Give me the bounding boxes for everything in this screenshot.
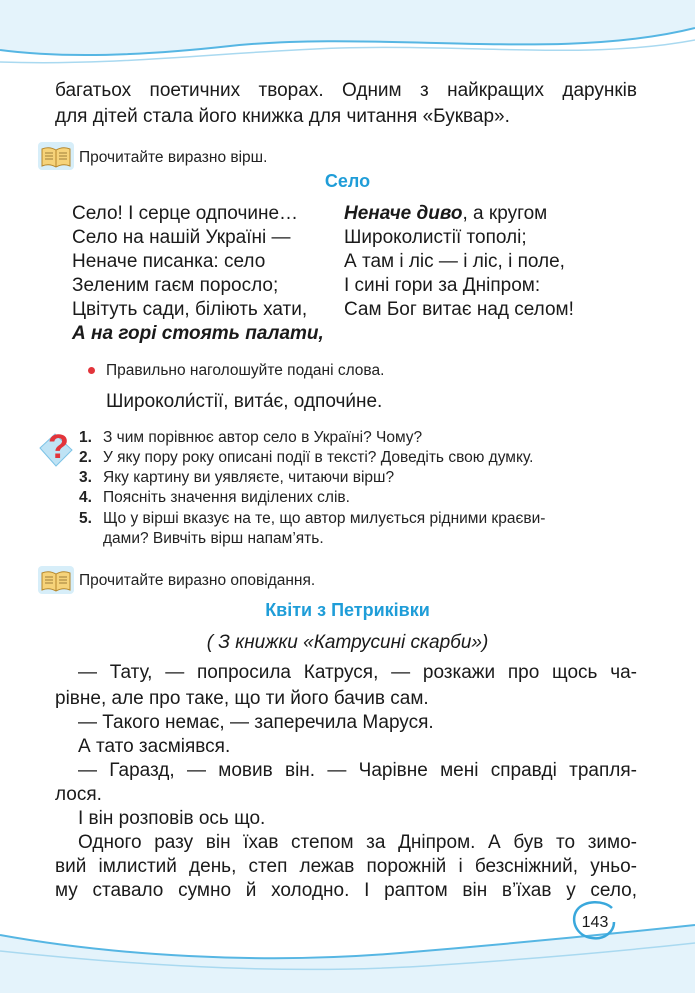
story-line: А тато засміявся.: [78, 736, 231, 757]
poem-left-line: Село на нашій Україні —: [72, 227, 291, 248]
question-text: Що у вірші вказує на те, що автор милується рідними краєви-: [103, 510, 546, 527]
highlighted-phrase: Неначе диво: [344, 203, 463, 224]
question-text: У яку пору року описані події в тексті? Доведіть свою думку.: [103, 449, 534, 466]
poem-title: Село: [324, 171, 371, 191]
open-book-icon: [38, 142, 74, 170]
poem-left-line: Зеленим гаєм поросло;: [72, 275, 279, 296]
question-number: 4.: [79, 489, 92, 506]
story-line: — Такого немає, — заперечила Маруся.: [78, 712, 434, 733]
instruction-read-story: Прочитайте виразно оповідання.: [79, 572, 316, 589]
poem-left-line: Село! І серце одпочине…: [72, 203, 299, 224]
story-subtitle: ( З книжки «Катрусині скарби»): [206, 632, 489, 653]
question-text: З чим порівнює автор село в Україні? Чому?: [103, 429, 423, 446]
story-line: Одного разу він їхав степом за Дніпром. А був то зимо-: [78, 832, 637, 853]
story-title: Квіти з Петриківки: [265, 600, 430, 620]
question-number: 1.: [79, 429, 92, 446]
poem-right-line-first: [344, 201, 547, 227]
question-number: 2.: [79, 449, 92, 466]
page-number: 143: [581, 914, 609, 931]
poem-left-line-highlighted: А на горі стоять палати,: [72, 323, 324, 344]
intro-line-1: багатьох поетичних творах. Одним з найкращих дарунків: [55, 80, 637, 101]
red-bullet-icon: [88, 367, 95, 374]
question-mark-icon: [34, 424, 76, 472]
open-book-icon: [38, 566, 74, 594]
poem-right-line-rest: , а кругом: [462, 203, 548, 224]
question-item: [79, 509, 545, 529]
question-text: Яку картину ви уявляєте, читаючи вірш?: [103, 469, 395, 486]
top-wave-decoration: [0, 0, 695, 90]
story-line: І він розповів ось що.: [78, 808, 266, 829]
poem-right-line: Сам Бог витає над селом!: [344, 299, 574, 320]
question-number: 5.: [79, 510, 92, 527]
story-line: — Гаразд, — мовив він. — Чарівне мені справді трапля-: [78, 760, 637, 781]
story-line: — Тату, — попросила Катруся, — розкажи про щось ча-: [78, 662, 637, 683]
question-item-continuation: дами? Вивчіть вірш напам’ять.: [103, 530, 324, 547]
story-line: рівне, але про таке, що ти його бачив сам.: [55, 688, 429, 709]
question-text: Поясніть значення виділених слів.: [103, 489, 350, 506]
poem-left-line: Цвітуть сади, біліють хати,: [72, 299, 308, 320]
story-line: вий імлистий день, степ лежав порожній і безсніжний, уньо-: [55, 856, 637, 877]
question-number: 3.: [79, 469, 92, 486]
question-item: [79, 468, 394, 488]
question-item: [79, 428, 422, 448]
poem-left-line: Неначе писанка: село: [72, 251, 266, 272]
question-item: [79, 488, 350, 508]
stress-instruction: Правильно наголошуйте подані слова.: [106, 362, 385, 379]
instruction-read-poem: Прочитайте виразно вірш.: [79, 149, 268, 166]
svg-text:?: ?: [48, 428, 69, 466]
question-item: [79, 448, 533, 468]
poem-right-line: А там і ліс — і ліс, і поле,: [344, 251, 565, 272]
intro-line-2: для дітей стала його книжка для читання «Буквар».: [55, 106, 510, 127]
story-line: лося.: [55, 784, 102, 805]
story-line: му ставало сумно й холодно. І раптом він в’їхав у село,: [55, 880, 637, 901]
poem-right-line: І сині гори за Дніпром:: [344, 275, 541, 296]
poem-right-line: Широколистії тополі;: [344, 227, 527, 248]
stress-words: Широколи́стії, вита́є, одпочи́не.: [106, 391, 383, 412]
